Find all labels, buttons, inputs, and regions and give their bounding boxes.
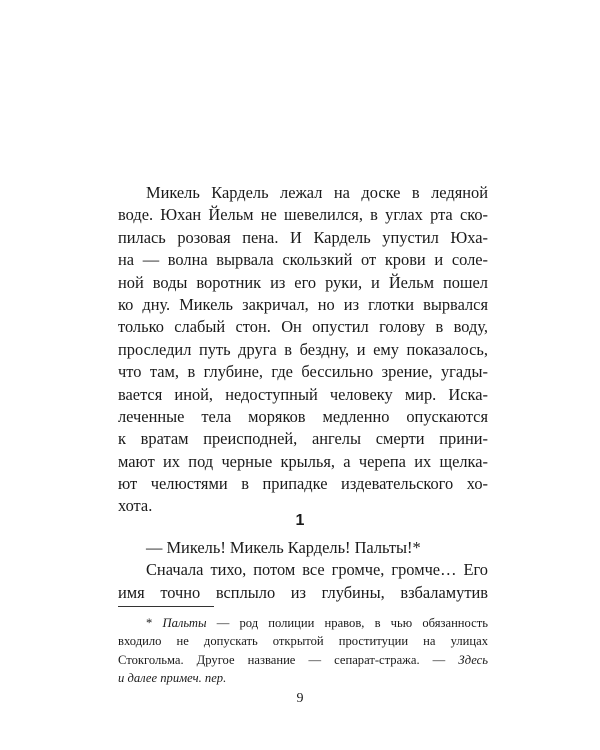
footnote [118, 614, 488, 688]
text-line: пилась розовая пена. И Кардель упустил Юха- [118, 227, 488, 247]
footnote-line: и далее примеч. пер. [118, 671, 227, 686]
text-line: леченные тела моряков медленно опускаются [118, 406, 488, 426]
text-line: ко дну. Микель закричал, но из глотки вырвался [118, 294, 488, 314]
prologue-paragraph [118, 182, 488, 518]
footnote-divider [118, 606, 214, 607]
footnote-line [118, 614, 488, 632]
text-line: проследил путь друга в бездну, и ему показалось, [118, 339, 488, 359]
footnote-note: Здесь [458, 652, 488, 667]
footnote-term: Пальты [162, 616, 207, 630]
footnote-text: — род полиции нравов, в чью обязанность [206, 616, 488, 630]
text-line: вается иной, недоступный человеку мир. Иска- [118, 384, 488, 404]
text-line: имя точно всплыло из глубины, взбаламутив [118, 582, 488, 602]
text-line: что там, в глубине, где бессильно зрение, угады- [118, 362, 488, 382]
chapter-paragraph [118, 537, 488, 604]
footnote-text: Стокгольма. Другое название — сепарат-стража. — [118, 652, 459, 667]
text-line: ют челюстями в припадке издевательского хо- [118, 474, 488, 494]
text-line: к вратам преисподней, ангелы смерти прини- [118, 429, 488, 449]
footnote-line: входило не допускать открытой проституции на улицах [118, 634, 488, 649]
text-line: мают их под черные крылья, а черепа их щелка- [118, 451, 488, 471]
text-line: воде. Юхан Йельм не шевелился, в углах рта ско- [118, 205, 488, 225]
text-line: только слабый стон. Он опустил голову в воду, [118, 317, 488, 337]
chapter-number: 1 [295, 512, 305, 529]
text-line: ной воды воротник из его руки, и Йельм пошел [118, 272, 488, 292]
page-number: 9 [296, 691, 304, 706]
text-line: хота. [118, 496, 153, 516]
text-line: — Микель! Микель Кардель! Пальты!* [146, 538, 421, 557]
footnote-line [118, 651, 488, 669]
text-line: на — волна вырвала скользкий от крови и соле- [118, 250, 488, 270]
footnote-marker: * [146, 616, 163, 630]
text-line: Микель Кардель лежал на доске в ледяной [146, 183, 488, 202]
text-line: Сначала тихо, потом все громче, громче… Его [146, 560, 488, 580]
